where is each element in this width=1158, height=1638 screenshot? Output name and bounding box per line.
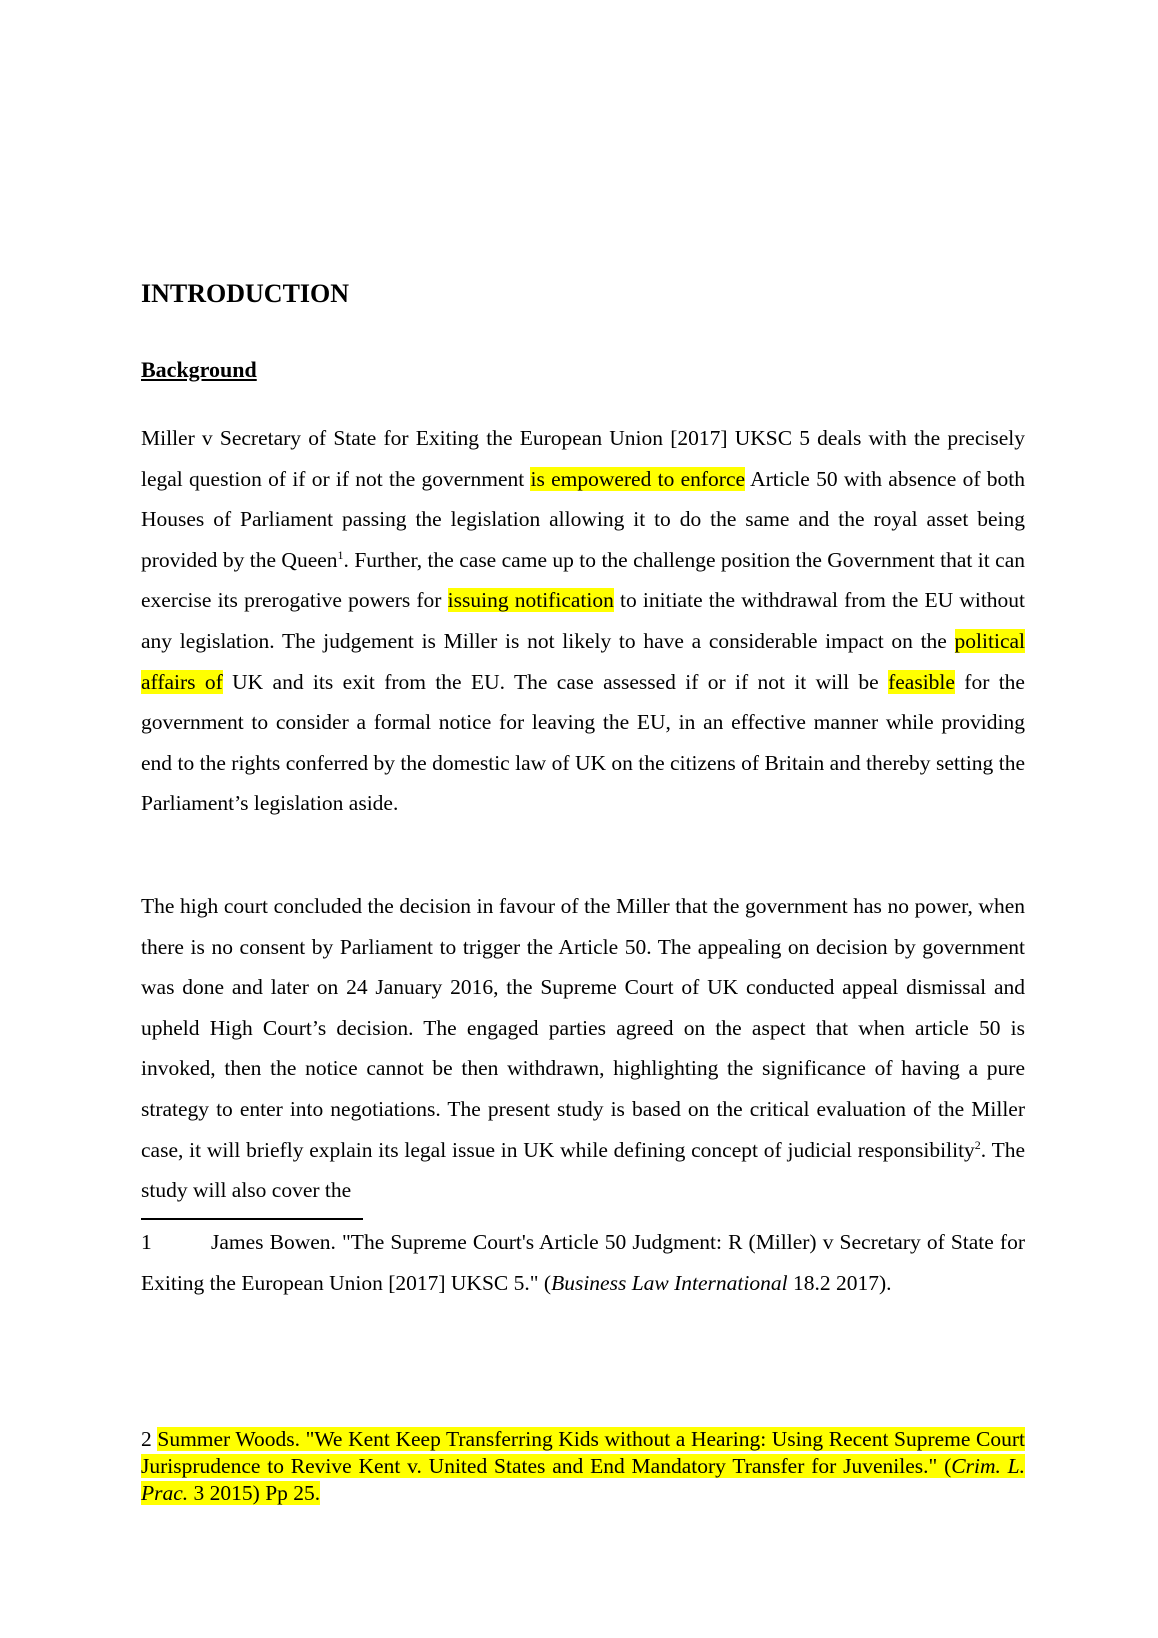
- footnote-1: [141, 1222, 1025, 1303]
- footnote-2-text: Summer Woods. "We Kent Keep Transferring Kids without a Hearing: Using Recent Supreme Court Jurisprudence to Revive Kent v. United States and End Mandatory Transfer for Juveniles." (: [141, 1427, 1026, 1478]
- p1-text-3: . Further, the case came up to the challenge position the Government that it can exercise its prerogative powers for: [141, 547, 1025, 613]
- footnote-1-number: 1: [141, 1230, 152, 1254]
- p1-text-1: Miller v Secretary of State for Exiting the European Union [2017] UKSC 5 deals with the precisely legal question of if or if not the government: [141, 426, 1025, 491]
- p2-text-2: . The study will also cover the: [141, 1137, 1025, 1203]
- footnote-ref-1[interactable]: 1: [337, 547, 344, 562]
- p2-text-1: The high court concluded the decision in favour of the Miller that the government has no power, when there is no consent by Parliament to trigger the Article 50. The appealing on decision by government was done and later on 24 January 2016, the Supreme Court of UK conducted appeal dismissal and upheld High Court’s decision. The engaged parties agreed on the aspect that when article 50 is invoked, then the notice cannot be then withdrawn, highlighting the significance of having a pure strategy to enter into negotiations. The present study is based on the critical evaluation of the Miller case, it will briefly explain its legal issue in UK while defining concept of judicial responsibility: [141, 894, 1025, 1162]
- footnote-2-highlight: [141, 1427, 1025, 1505]
- footnote-2-journal: Crim. L. Prac.: [141, 1454, 1026, 1505]
- p1-highlight-4: feasible: [888, 669, 955, 694]
- footnote-1-journal: Business Law International: [551, 1270, 788, 1295]
- body-paragraph-1: [141, 418, 1025, 824]
- p1-text-2: Article 50 with absence of both Houses of Parliament passing the legislation allowing it to do the same and the royal asset being provided by the Queen: [141, 466, 1025, 572]
- p1-text-4: to initiate the withdrawal from the EU without any legislation. The judgement is Miller is not likely to have a considerable impact on the: [141, 588, 1026, 653]
- footnote-2-number: 2: [141, 1427, 152, 1451]
- p1-text-5: UK and its exit from the EU. The case assessed if or if not it will be: [222, 669, 889, 694]
- footnote-2: [141, 1426, 1025, 1507]
- p1-text-6: for the government to consider a formal notice for leaving the EU, in an effective manner while providing end to the rights conferred by the domestic law of UK on the citizens of Britain and thereby setting the Parliament’s legislation aside.: [141, 669, 1025, 816]
- p1-highlight-1: is empowered to enforce: [530, 466, 746, 491]
- p1-highlight-2: issuing notification: [447, 588, 614, 613]
- footnote-1-text: James Bowen. "The Supreme Court's Article 50 Judgment: R (Miller) v Secretary of State for Exiting the European Union [2017] UKSC 5." (: [141, 1230, 1025, 1295]
- body-paragraph-2: [141, 886, 1025, 1211]
- section-heading: INTRODUCTION: [141, 279, 350, 308]
- footnote-ref-2[interactable]: 2: [974, 1137, 981, 1152]
- subsection-heading: Background: [141, 357, 257, 382]
- footnote-separator: [141, 1218, 363, 1220]
- footnote-1-tail: 18.2 2017).: [787, 1270, 892, 1295]
- footnote-2-tail: 3 2015) Pp 25.: [188, 1481, 321, 1505]
- p1-highlight-3: political affairs of: [141, 628, 1025, 694]
